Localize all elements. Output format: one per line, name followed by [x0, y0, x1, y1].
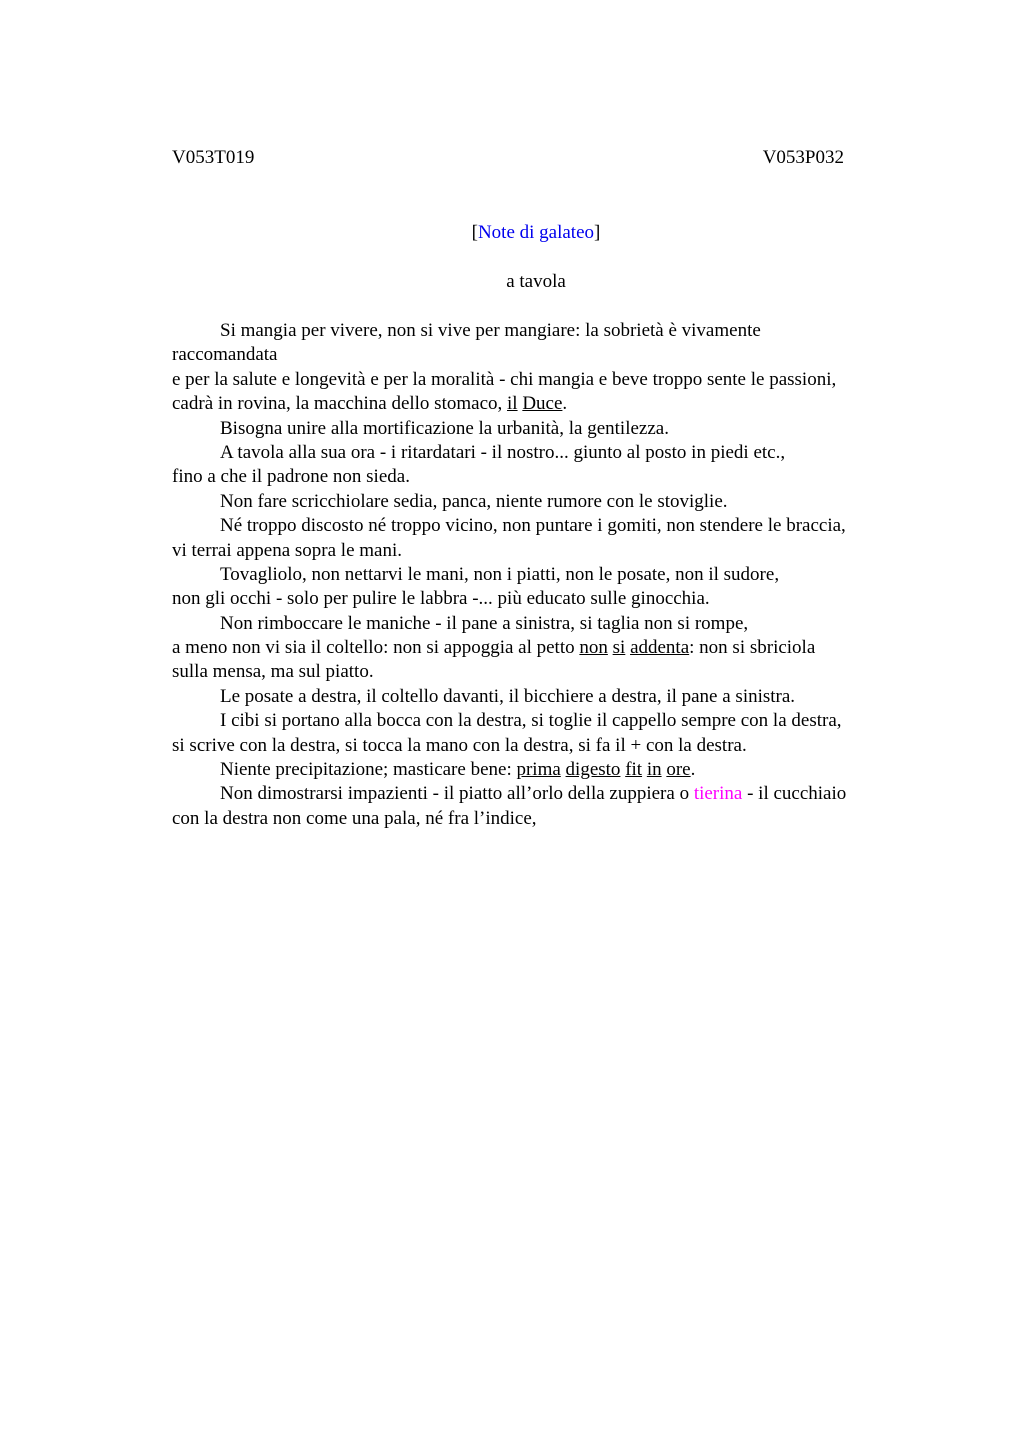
document-code-right: V053P032 [762, 147, 844, 168]
underlined-word: in [646, 759, 662, 781]
text-line [172, 392, 912, 416]
document-body [172, 319, 912, 831]
text-line [172, 758, 912, 782]
text-line: Né troppo discosto né troppo vicino, non puntare i gomiti, non stendere le braccia, [220, 515, 846, 537]
document-header [172, 146, 844, 170]
underlined-word: si [612, 637, 626, 659]
text-segment: Non dimostrarsi impazienti - il piatto all’orlo della zuppiera o [220, 783, 694, 805]
text-line [172, 636, 912, 660]
highlighted-word: tierina [693, 783, 743, 805]
text-line: vi terrai appena sopra le mani. [172, 539, 403, 561]
text-line [172, 782, 912, 806]
text-segment: . [562, 393, 568, 415]
text-line: I cibi si portano alla bocca con la destra, si toglie il cappello sempre con la destra, [220, 710, 842, 732]
underlined-word: il [507, 393, 518, 415]
text-line: sulla mensa, ma sul piatto. [172, 661, 374, 683]
underlined-word: non [579, 637, 608, 659]
title-close-bracket: ] [594, 222, 601, 243]
text-line: fino a che il padrone non sieda. [172, 466, 410, 488]
underlined-word: Duce [522, 393, 563, 415]
text-line: non gli occhi - solo per pulire le labbra -... più educato sulle ginocchia. [172, 588, 710, 610]
text-segment: . [690, 759, 696, 781]
text-line: raccomandata [172, 344, 278, 366]
document-subtitle: a tavola [506, 271, 566, 292]
text-line: e per la salute e longevità e per la moralità - chi mangia e beve troppo sente le passioni, [172, 368, 837, 390]
underlined-word: prima [516, 759, 561, 781]
text-line: Tovagliolo, non nettarvi le mani, non i piatti, non le posate, non il sudore, [220, 563, 780, 585]
text-line: Le posate a destra, il coltello davanti, il bicchiere a destra, il pane a sinistra. [220, 685, 796, 707]
text-line: Bisogna unire alla mortificazione la urbanità, la gentilezza. [220, 417, 669, 439]
text-segment: Niente precipitazione; masticare bene: [220, 759, 517, 781]
text-segment: cadrà in rovina, la macchina dello stomaco, [172, 393, 508, 415]
text-line: si scrive con la destra, si tocca la mano con la destra, si fa il + con la destra. [172, 734, 747, 756]
text-line: A tavola alla sua ora - i ritardatari - il nostro... giunto al posto in piedi etc., [220, 441, 786, 463]
text-line: con la destra non come una pala, né fra l’indice, [172, 807, 537, 829]
underlined-word: addenta [630, 637, 690, 659]
text-line: Si mangia per vivere, non si vive per mangiare: la sobrietà è vivamente [220, 320, 761, 341]
underlined-word: fit [625, 759, 643, 781]
title-link[interactable]: Note di galateo [477, 222, 595, 243]
title-open-bracket: [ [471, 222, 478, 243]
text-segment: a meno non vi sia il coltello: non si appoggia al petto [172, 637, 580, 659]
text-segment: : non si sbriciola [689, 637, 816, 659]
underlined-word: digesto [565, 759, 621, 781]
text-line: Non fare scricchiolare sedia, panca, niente rumore con le stoviglie. [220, 490, 728, 512]
text-line: Non rimboccare le maniche - il pane a sinistra, si taglia non si rompe, [220, 612, 749, 634]
document-code-left: V053T019 [172, 147, 255, 168]
document-title [0, 221, 1024, 245]
text-segment: - il cucchiaio [742, 783, 847, 805]
underlined-word: ore [666, 759, 691, 781]
